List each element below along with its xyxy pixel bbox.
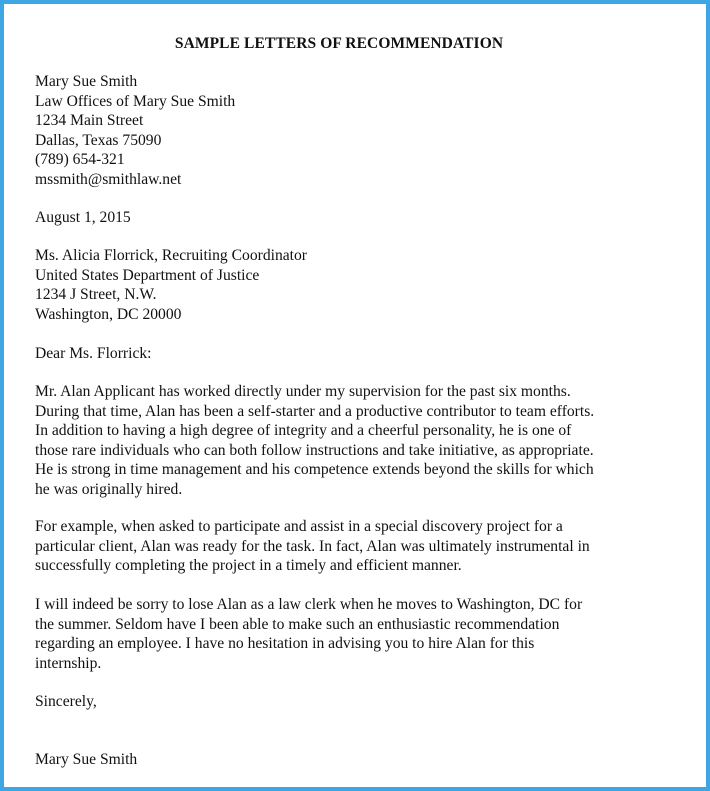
paragraph-line: During that time, Alan has been a self-starter and a productive contributor to team efforts.	[35, 402, 595, 420]
sender-street: 1234 Main Street	[35, 112, 144, 130]
body-paragraph-3	[35, 595, 685, 673]
paragraph-line: I will indeed be sorry to lose Alan as a law clerk when he moves to Washington, DC for	[35, 596, 583, 613]
recipient-department: United States Department of Justice	[35, 266, 260, 284]
paragraph-line: those rare individuals who can both follow instructions and take initiative, as appropriate.	[35, 441, 594, 459]
sender-address-block	[35, 72, 685, 190]
salutation-text: Dear Ms. Florrick:	[35, 345, 152, 362]
letter-date	[35, 208, 685, 228]
sender-city: Dallas, Texas 75090	[35, 131, 162, 149]
recipient-city: Washington, DC 20000	[35, 305, 182, 323]
recipient-name: Ms. Alicia Florrick, Recruiting Coordinator	[35, 247, 307, 264]
sender-phone: (789) 654-321	[35, 151, 125, 169]
paragraph-line: particular client, Alan was ready for the task. In fact, Alan was ultimately instrumental in	[35, 537, 590, 555]
paragraph-line: In addition to having a high degree of integrity and a cheerful personality, he is one of	[35, 422, 572, 440]
closing	[35, 692, 685, 712]
paragraph-line: regarding an employee. I have no hesitation in advising you to hire Alan for this	[35, 635, 535, 653]
paragraph-line: successfully completing the project in a timely and efficient manner.	[35, 557, 462, 575]
salutation	[35, 344, 685, 364]
recipient-street: 1234 J Street, N.W.	[35, 286, 157, 304]
signature	[35, 750, 685, 770]
paragraph-line: the summer. Seldom have I been able to make such an enthusiastic recommendation	[35, 615, 560, 633]
paragraph-line: For example, when asked to participate and assist in a special discovery project for a	[35, 518, 563, 535]
paragraph-line: He is strong in time management and his competence extends beyond the skills for which	[35, 461, 594, 479]
paragraph-line: Mr. Alan Applicant has worked directly under my supervision for the past six months.	[35, 383, 571, 400]
sender-name: Mary Sue Smith	[35, 73, 138, 90]
date-text: August 1, 2015	[35, 209, 131, 226]
recipient-address-block	[35, 246, 685, 324]
document-title: SAMPLE LETTERS OF RECOMMENDATION	[174, 35, 504, 52]
body-paragraph-2	[35, 517, 685, 576]
body-paragraph-1	[35, 382, 685, 500]
signature-name: Mary Sue Smith	[35, 751, 138, 768]
closing-text: Sincerely,	[35, 693, 97, 710]
sender-firm: Law Offices of Mary Sue Smith	[35, 92, 236, 110]
paragraph-line: he was originally hired.	[35, 480, 183, 498]
paragraph-line: internship.	[35, 654, 102, 672]
sender-email: mssmith@smithlaw.net	[35, 170, 182, 188]
